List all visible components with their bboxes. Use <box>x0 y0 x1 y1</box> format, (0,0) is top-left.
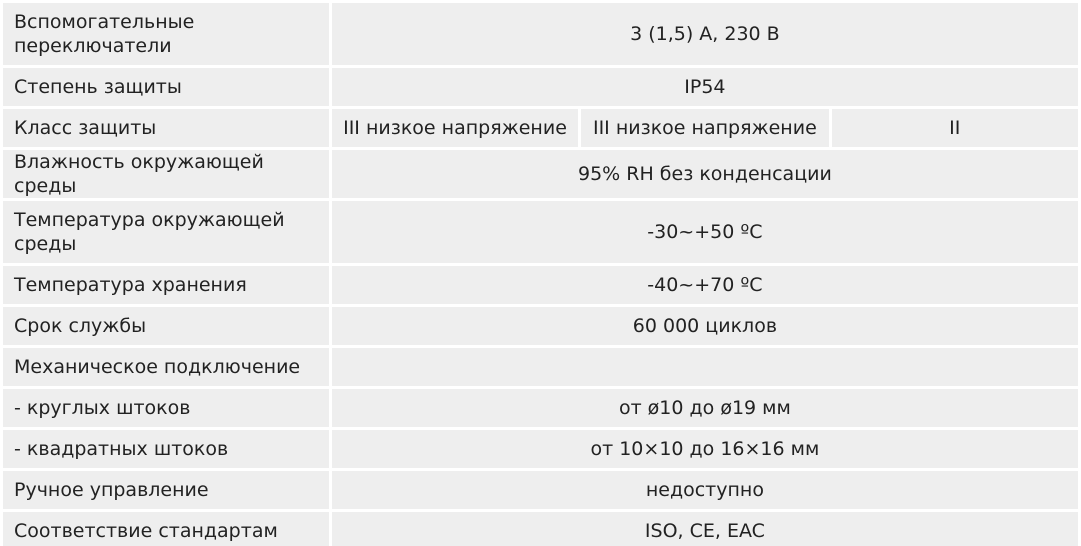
spec-label: - квадратных штоков <box>3 430 329 468</box>
spec-label: Срок службы <box>3 307 329 345</box>
spec-label: Степень защиты <box>3 68 329 106</box>
spec-value: недоступно <box>332 471 1078 509</box>
spec-label: Температура окружающей среды <box>3 201 329 263</box>
spec-row-manual-control <box>3 471 1078 509</box>
spec-label: Соответствие стандартам <box>3 512 329 546</box>
spec-value: -40~+70 ºC <box>332 266 1078 304</box>
spec-row-ingress-protection <box>3 68 1078 106</box>
spec-row-square-stems <box>3 430 1078 468</box>
spec-row-ambient-humidity <box>3 150 1078 198</box>
spec-label: Температура хранения <box>3 266 329 304</box>
spec-row-ambient-temperature <box>3 201 1078 263</box>
spec-value: ISO, CE, EAC <box>332 512 1078 546</box>
spec-row-service-life <box>3 307 1078 345</box>
spec-label: - круглых штоков <box>3 389 329 427</box>
spec-value: 95% RH без конденсации <box>332 150 1078 198</box>
spec-row-mechanical-connection <box>3 348 1078 386</box>
spec-row-storage-temperature <box>3 266 1078 304</box>
spec-label: Ручное управление <box>3 471 329 509</box>
spec-label: Влажность окружающей среды <box>3 150 329 198</box>
spec-value: -30~+50 ºC <box>332 201 1078 263</box>
spec-value: III низкое напряжение <box>581 109 828 147</box>
spec-row-auxiliary-switches <box>3 3 1078 65</box>
spec-value: от ø10 до ø19 мм <box>332 389 1078 427</box>
spec-row-protection-class <box>3 109 1078 147</box>
spec-value: IP54 <box>332 68 1078 106</box>
spec-value <box>332 348 1078 386</box>
spec-value: 60 000 циклов <box>332 307 1078 345</box>
spec-label: Класс защиты <box>3 109 329 147</box>
spec-row-standards-compliance <box>3 512 1078 546</box>
spec-label: Механическое подключение <box>3 348 329 386</box>
spec-value: II <box>832 109 1078 147</box>
spec-value: от 10×10 до 16×16 мм <box>332 430 1078 468</box>
spec-value: III низкое напряжение <box>332 109 578 147</box>
spec-value: 3 (1,5) A, 230 B <box>332 3 1078 65</box>
spec-row-round-stems <box>3 389 1078 427</box>
spec-label: Вспомогательные переключатели <box>3 3 329 65</box>
